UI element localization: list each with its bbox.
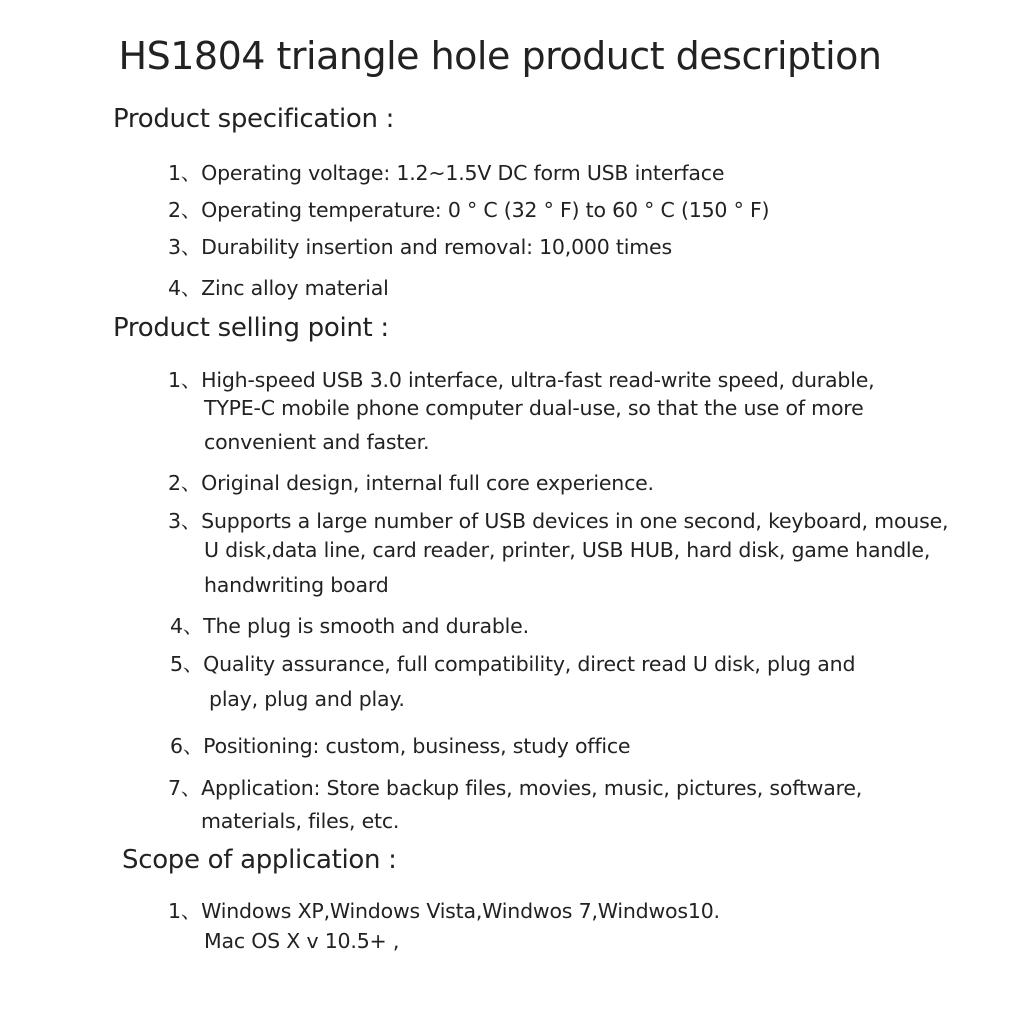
selling-item-3: 3、Supports a large number of USB devices in one second, keyboard, mouse, — [168, 509, 949, 533]
spec-item-2: 2、Operating temperature: 0 ° C (32 ° F) to 60 ° C (150 ° F) — [168, 198, 770, 222]
selling-item-3-line-2: U disk,data line, card reader, printer, USB HUB, hard disk, game handle, — [204, 538, 931, 562]
spec-item-1: 1、Operating voltage: 1.2~1.5V DC form USB interface — [168, 161, 725, 185]
selling-item-2: 2、Original design, internal full core experience. — [168, 471, 654, 495]
selling-item-7: 7、Application: Store backup files, movies, music, pictures, software, — [168, 776, 863, 800]
page-title: HS1804 triangle hole product description — [118, 34, 882, 78]
spec-item-3: 3、Durability insertion and removal: 10,000 times — [168, 235, 672, 259]
section-heading-selling-point: Product selling point : — [113, 313, 389, 343]
scope-item-1: 1、Windows XP,Windows Vista,Windwos 7,Windwos10. — [168, 899, 720, 923]
selling-item-4: 4、The plug is smooth and durable. — [170, 614, 529, 638]
section-heading-specification: Product specification : — [113, 104, 395, 134]
selling-item-1: 1、High-speed USB 3.0 interface, ultra-fast read-write speed, durable, — [168, 368, 875, 392]
selling-item-1-line-3: convenient and faster. — [204, 430, 430, 454]
selling-item-3-line-3: handwriting board — [204, 573, 389, 597]
section-heading-scope: Scope of application : — [122, 845, 397, 875]
selling-item-1-line-2: TYPE-C mobile phone computer dual-use, so that the use of more — [204, 396, 864, 420]
selling-item-7-line-2: materials, files, etc. — [201, 809, 400, 833]
scope-item-1-line-2: Mac OS X v 10.5+ , — [204, 929, 400, 953]
spec-item-4: 4、Zinc alloy material — [168, 276, 389, 300]
selling-item-5: 5、Quality assurance, full compatibility, direct read U disk, plug and — [170, 652, 856, 676]
selling-item-6: 6、Positioning: custom, business, study office — [170, 734, 631, 758]
selling-item-5-line-2: play, plug and play. — [209, 687, 405, 711]
